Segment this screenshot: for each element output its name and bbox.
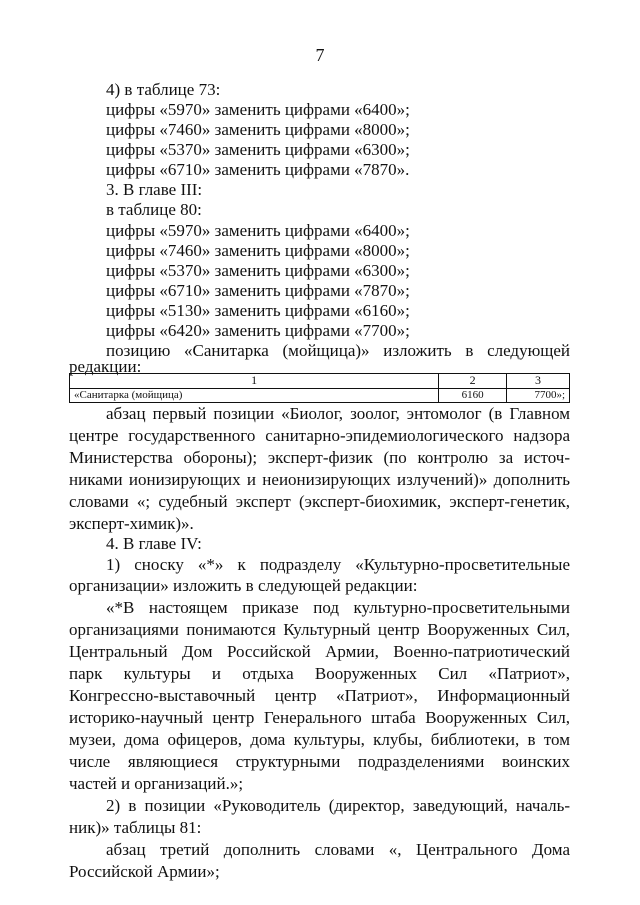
text-line: организации» изложить в следующей редакции:	[69, 576, 418, 595]
text-line: цифры «5130» заменить цифрами «6160»;	[106, 301, 410, 320]
text-line: абзац первый позиции «Биолог, зоолог, энтомолог (в Главном	[106, 404, 570, 423]
text-line: 3. В главе III:	[106, 180, 203, 199]
table-cell: «Санитарка (мойщица)	[70, 388, 439, 403]
text-line: абзац третий дополнить словами «, Центрального Дома	[106, 840, 570, 859]
text-line: Министерства обороны); эксперт-физик (по контролю за источ-	[69, 448, 570, 467]
text-line: 2) в позиции «Руководитель (директор, заведующий, началь-	[106, 796, 570, 815]
text-line: в таблице 80:	[106, 200, 202, 219]
positions-table	[69, 373, 570, 403]
text-line: числе являющиеся структурными подразделениями воинских	[69, 752, 570, 771]
text-line: цифры «7460» заменить цифрами «8000»;	[106, 241, 410, 260]
table-row	[70, 388, 570, 403]
page-number: 7	[315, 45, 325, 65]
text-line: Конгрессно-выставочный центр «Патриот», Информационный	[69, 686, 570, 705]
text-line: Центральный Дом Российской Армии, Военно-патриотический	[69, 642, 570, 661]
section-heading: 4. В главе IV:	[106, 534, 202, 553]
text-line: цифры «5970» заменить цифрами «6400»;	[106, 221, 410, 240]
text-line: позицию «Санитарка (мойщица)» изложить в следующей	[106, 341, 570, 360]
text-line: парк культуры и отдыха Вооруженных Сил «Патриот»,	[69, 664, 570, 683]
text-line: словами «; судебный эксперт (эксперт-биохимик, эксперт-генетик,	[69, 492, 570, 511]
text-line: историко-научный центр Генерального штаба Вооруженных Сил,	[69, 708, 570, 727]
table-header-cell: 2	[439, 374, 507, 389]
text-line: организациями понимаются Культурный центр Вооруженных Сил,	[69, 620, 570, 639]
text-line: Российской Армии»;	[69, 862, 220, 881]
text-line: музеи, дома офицеров, дома культуры, клубы, библиотеки, в том	[69, 730, 570, 749]
text-line: цифры «5370» заменить цифрами «6300»;	[106, 261, 410, 280]
text-line: эксперт-химик)».	[69, 514, 194, 533]
text-line: редакции:	[69, 357, 142, 376]
text-line: цифры «5970» заменить цифрами «6400»;	[106, 100, 410, 119]
text-line: ник)» таблицы 81:	[69, 818, 202, 837]
text-line: 1) сноску «*» к подразделу «Культурно-просветительные	[106, 555, 570, 574]
text-line: 4) в таблице 73:	[106, 80, 221, 99]
text-line: частей и организаций.»;	[69, 774, 244, 793]
text-line: никами ионизирующих и неионизирующих излучений)» дополнить	[69, 470, 570, 489]
text-line: цифры «7460» заменить цифрами «8000»;	[106, 120, 410, 139]
table-cell: 7700»;	[507, 388, 570, 403]
table-header-cell: 3	[507, 374, 570, 389]
table-header-row	[70, 374, 570, 389]
text-line: цифры «5370» заменить цифрами «6300»;	[106, 140, 410, 159]
table-header-cell: 1	[70, 374, 439, 389]
text-line: цифры «6420» заменить цифрами «7700»;	[106, 321, 410, 340]
text-line: цифры «6710» заменить цифрами «7870»;	[106, 281, 410, 300]
table-cell: 6160	[439, 388, 507, 403]
text-line: «*В настоящем приказе под культурно-просветительными	[106, 598, 570, 617]
text-line: центре государственного санитарно-эпидемиологического надзора	[69, 426, 570, 445]
text-line: цифры «6710» заменить цифрами «7870».	[106, 160, 410, 179]
